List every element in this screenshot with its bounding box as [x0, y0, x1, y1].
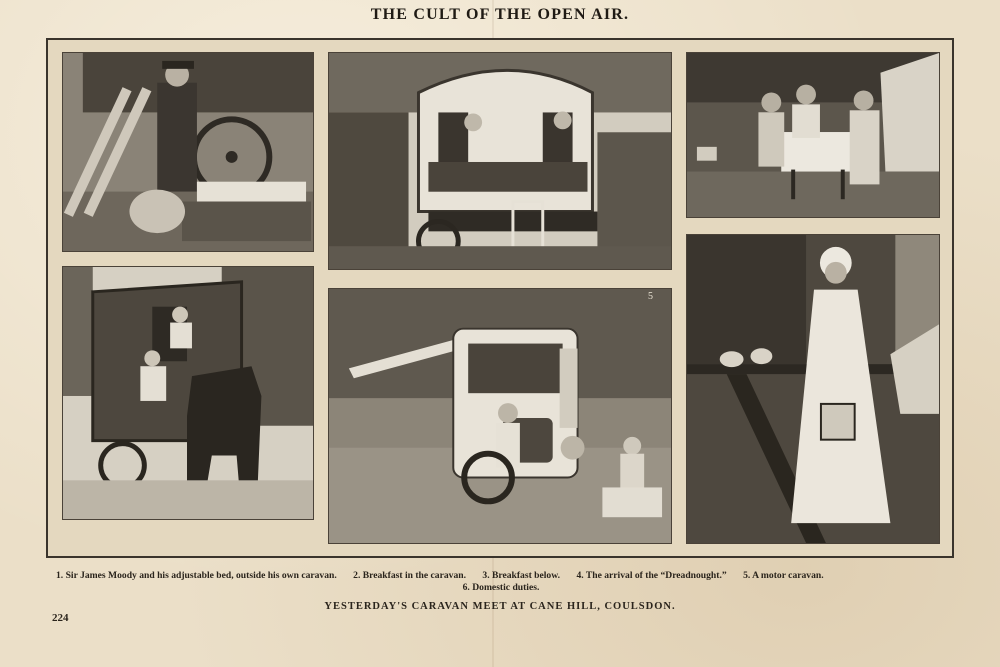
photo-breakfast-below: [686, 52, 940, 218]
photo-domestic-duties: [686, 234, 940, 544]
photo-man-caravan-bed: [62, 52, 314, 252]
page-number: 224: [52, 612, 69, 624]
photo-caravan-breakfast: [328, 52, 672, 270]
caption-line-2: [56, 582, 946, 593]
caption-2: 2. Breakfast in the caravan.: [353, 570, 466, 581]
photo-motor-caravan: [328, 288, 672, 544]
photo-number-marker: 5: [648, 291, 653, 302]
caption-4: 4. The arrival of the “Dreadnought.”: [576, 570, 727, 581]
page-title: THE CULT OF THE OPEN AIR.: [370, 6, 630, 23]
photo-horse-caravan: [62, 266, 314, 520]
caption-3: 3. Breakfast below.: [482, 570, 561, 581]
caption-5: 5. A motor caravan.: [743, 570, 824, 581]
caption-line-1: [56, 570, 961, 581]
caption-6: 6. Domestic duties.: [462, 582, 540, 593]
caption-1: 1. Sir James Moody and his adjustable bed, outside his own caravan.: [56, 570, 337, 581]
photo-collage-frame: [46, 38, 954, 558]
page-subtitle: YESTERDAY'S CARAVAN MEET AT CANE HILL, COULSDON.: [324, 601, 676, 612]
